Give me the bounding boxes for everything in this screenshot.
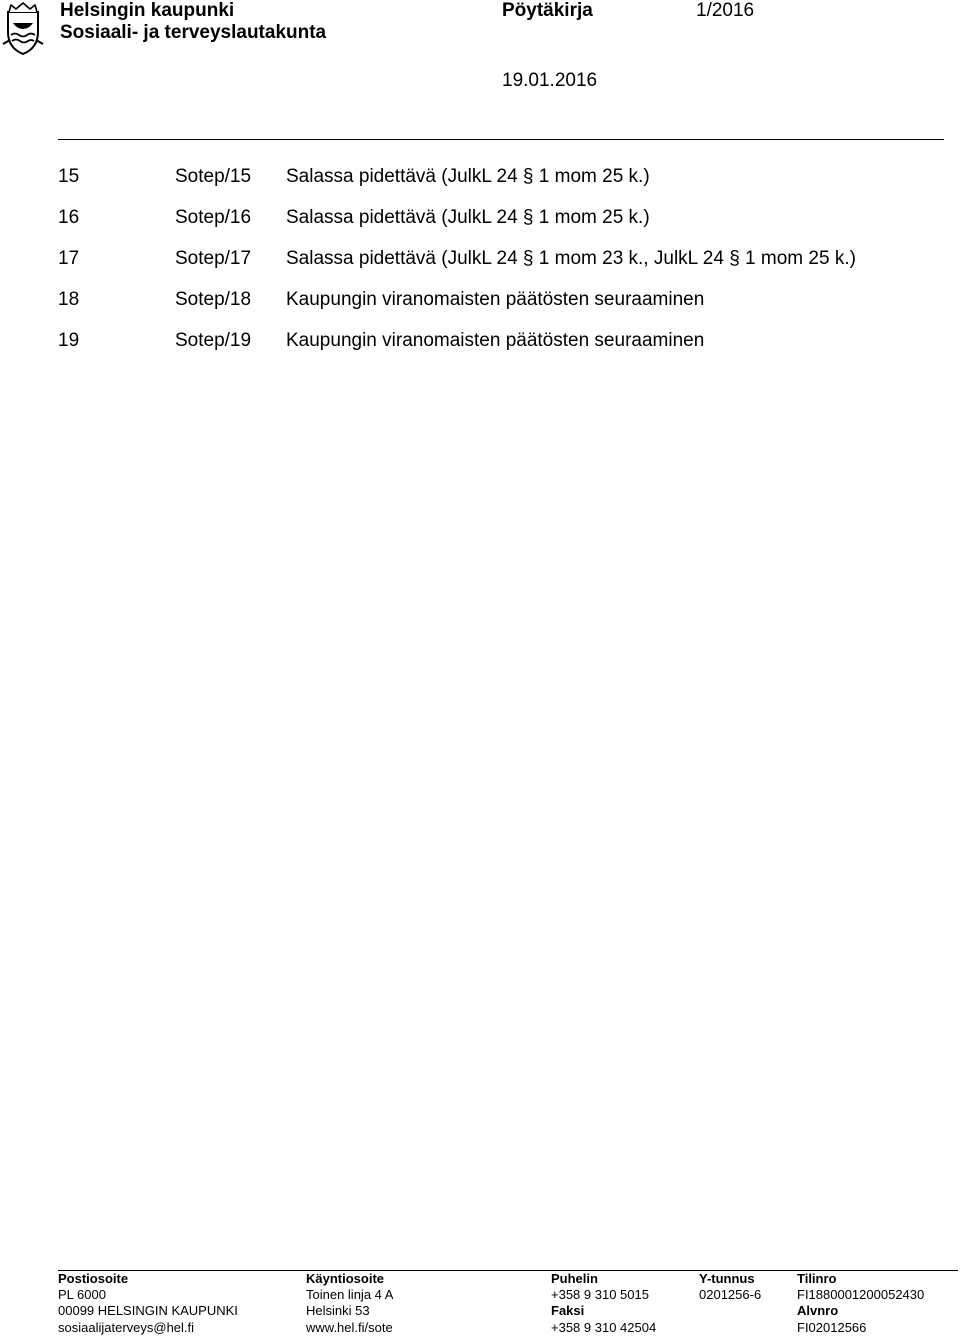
item-code: Sotep/15 — [175, 166, 252, 187]
item-title: Kaupungin viranomaisten päätösten seuraaminen — [286, 289, 705, 310]
helsinki-coat-of-arms-logo — [2, 2, 44, 56]
postal-address-label: Postiosoite — [58, 1271, 129, 1286]
business-id-label: Y-tunnus — [699, 1271, 755, 1286]
item-number: 16 — [58, 207, 80, 228]
item-number: 18 — [58, 289, 80, 310]
visiting-address-line: Toinen linja 4 A — [306, 1287, 394, 1302]
item-title: Salassa pidettävä (JulkL 24 § 1 mom 23 k., JulkL 24 § 1 mom 25 k.) — [286, 248, 856, 269]
item-code: Sotep/17 — [175, 248, 252, 269]
fax-label: Faksi — [551, 1303, 585, 1318]
business-id-value: 0201256-6 — [699, 1287, 762, 1302]
item-number: 17 — [58, 248, 80, 269]
organization-name: Helsingin kaupunki — [60, 0, 235, 21]
visiting-address-line: Helsinki 53 — [306, 1303, 370, 1318]
email-address: sosiaalijaterveys@hel.fi — [58, 1320, 195, 1335]
account-number-value: FI1880001200052430 — [797, 1287, 925, 1302]
item-code: Sotep/16 — [175, 207, 252, 228]
item-title: Salassa pidettävä (JulkL 24 § 1 mom 25 k.) — [286, 166, 650, 187]
meeting-date: 19.01.2016 — [502, 70, 598, 91]
phone-label: Puhelin — [551, 1271, 598, 1286]
postal-address-line: PL 6000 — [58, 1287, 106, 1302]
header-divider — [58, 139, 944, 140]
department-name: Sosiaali- ja terveyslautakunta — [60, 22, 327, 43]
item-title: Kaupungin viranomaisten päätösten seuraaminen — [286, 330, 705, 351]
vat-number-label: Alvnro — [797, 1303, 839, 1318]
visiting-address-label: Käyntiosoite — [306, 1271, 385, 1286]
item-number: 15 — [58, 166, 80, 187]
postal-address-line: 00099 HELSINGIN KAUPUNKI — [58, 1303, 238, 1318]
item-code: Sotep/19 — [175, 330, 252, 351]
document-number: 1/2016 — [696, 0, 755, 21]
item-code: Sotep/18 — [175, 289, 252, 310]
phone-number: +358 9 310 5015 — [551, 1287, 649, 1302]
website-address: www.hel.fi/sote — [306, 1320, 393, 1335]
vat-number-value: FI02012566 — [797, 1320, 867, 1335]
fax-number: +358 9 310 42504 — [551, 1320, 657, 1335]
item-number: 19 — [58, 330, 80, 351]
document-type: Pöytäkirja — [502, 0, 593, 21]
item-title: Salassa pidettävä (JulkL 24 § 1 mom 25 k.) — [286, 207, 650, 228]
account-number-label: Tilinro — [797, 1271, 837, 1286]
